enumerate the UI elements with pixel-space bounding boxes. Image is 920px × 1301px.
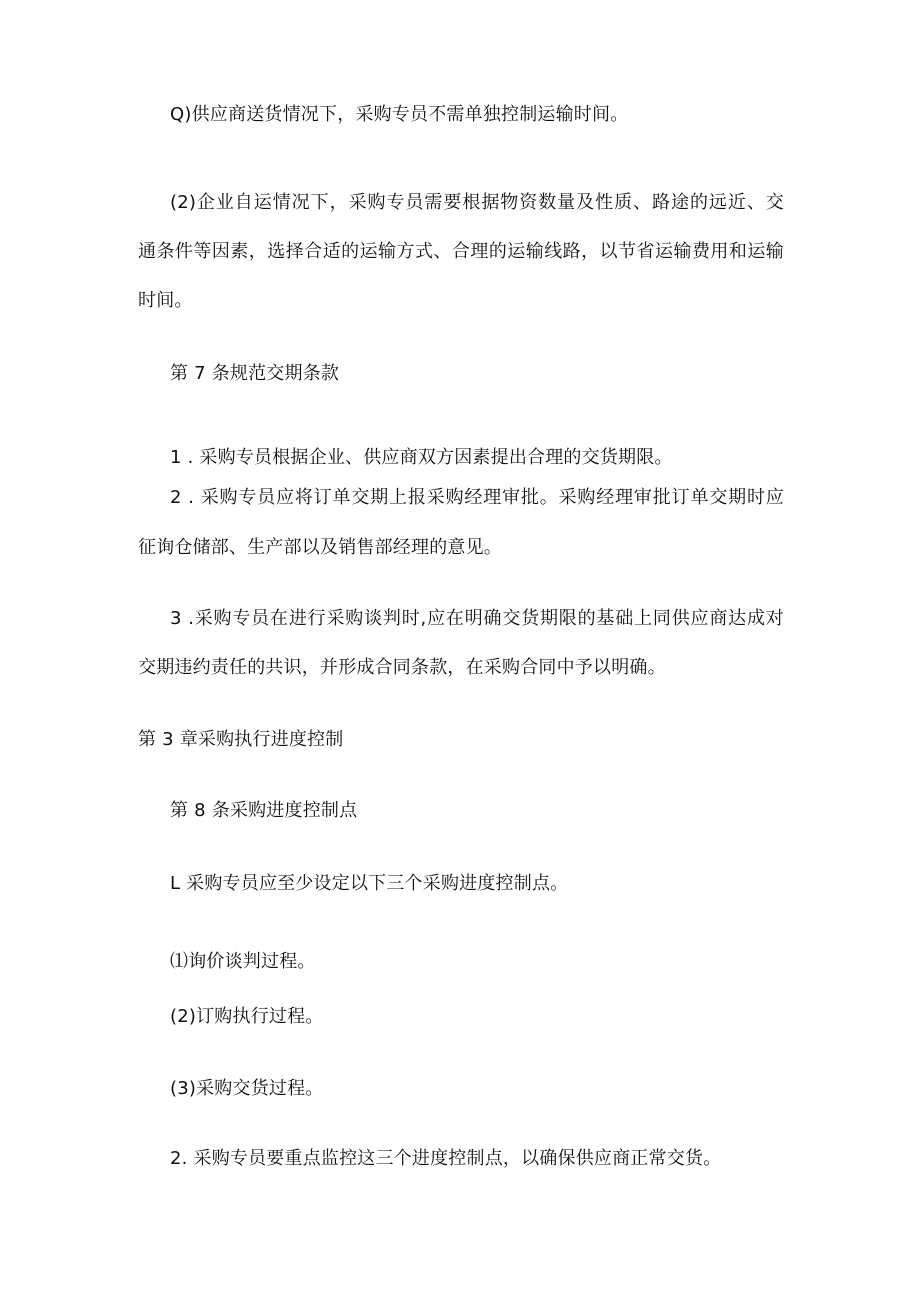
item-3-line-1: 3 .采购专员在进行采购谈判时,应在明确交货期限的基础上同供应商达成对 [170,608,784,629]
article-8-heading: 第 8 条采购进度控制点 [170,800,358,821]
paragraph-self-transport-line-3: 时间。 [138,290,193,311]
item-1-text: 1 . 采购专员根据企业、供应商双方因素提出合理的交货期限。 [170,447,673,468]
article-7-heading: 第 7 条规范交期条款 [170,363,340,384]
chapter-3-heading: 第 3 章采购执行进度控制 [138,729,344,750]
item-3-line-2: 交期违约责任的共识，并形成合同条款，在采购合同中予以明确。 [138,657,666,678]
control-point-intro: L 采购专员应至少设定以下三个采购进度控制点。 [170,873,569,894]
item-2-line-2: 征询仓储部、生产部以及销售部经理的意见。 [138,537,502,558]
item-2-line-1: 2 . 采购专员应将订单交期上报采购经理审批。采购经理审批订单交期时应 [170,487,784,508]
paragraph-supplier-delivery: Q)供应商送货情况下，采购专员不需单独控制运输时间。 [170,104,629,125]
paragraph-self-transport-line-1: (2)企业自运情况下，采购专员需要根据物资数量及性质、路途的远近、交 [170,192,784,213]
monitoring-paragraph: 2. 采购专员要重点监控这三个进度控制点，以确保供应商正常交货。 [170,1148,722,1169]
control-point-3: (3)采购交货过程。 [170,1078,324,1099]
paragraph-self-transport-line-2: 通条件等因素，选择合适的运输方式、合理的运输线路，以节省运输费用和运输 [138,241,784,262]
control-point-1: ⑴询价谈判过程。 [170,951,316,972]
control-point-2: (2)订购执行过程。 [170,1006,324,1027]
